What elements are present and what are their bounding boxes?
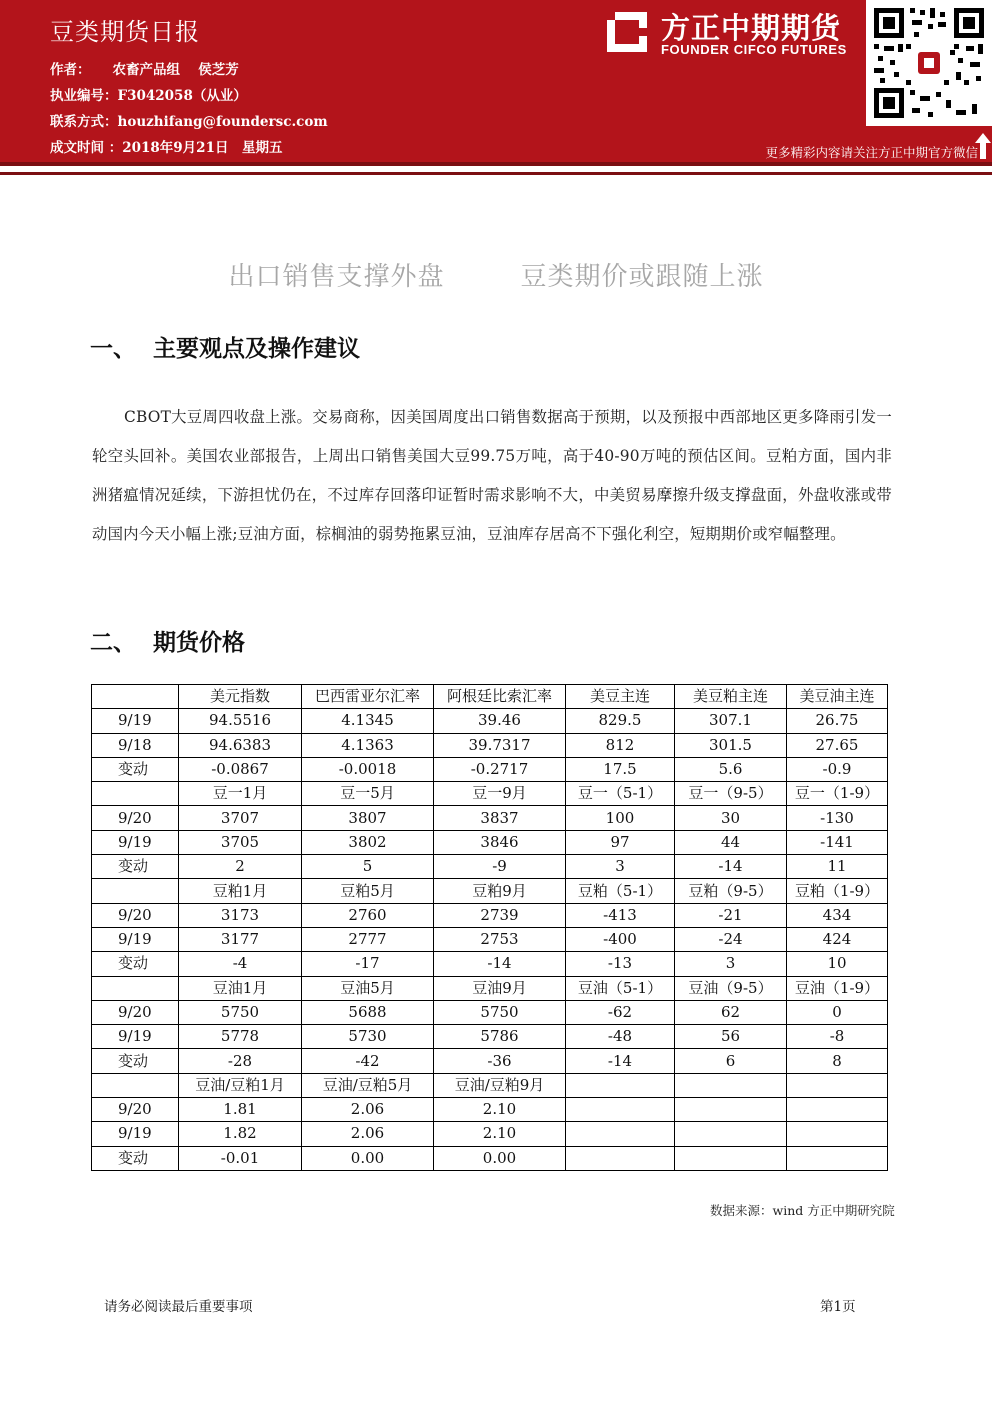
table-row <box>92 1146 888 1170</box>
table-row <box>92 830 888 854</box>
table-cell: 豆油5月 <box>302 976 434 1000</box>
table-cell: 0.00 <box>434 1146 566 1170</box>
table-cell: 豆油9月 <box>434 976 566 1000</box>
table-cell: 豆粕（9-5） <box>675 879 787 903</box>
table-header-row <box>92 685 888 709</box>
data-source-note: 数据来源：wind 方正中期研究院 <box>710 1203 895 1218</box>
table-cell <box>566 1122 675 1146</box>
table-cell <box>787 1098 888 1122</box>
contact-row <box>50 110 328 130</box>
date-label: 成文时间 ： <box>50 140 123 156</box>
table-row-label: 变动 <box>92 757 179 781</box>
table-cell: -24 <box>675 927 787 951</box>
table-cell: 豆一（5-1） <box>566 782 675 806</box>
table-row <box>92 1000 888 1024</box>
section-1-number: 一、 <box>90 336 136 362</box>
table-row-label <box>92 976 179 1000</box>
table-row <box>92 709 888 733</box>
table-cell: 0 <box>787 1000 888 1024</box>
table-cell: 56 <box>675 1025 787 1049</box>
table-cell: 1.82 <box>179 1122 302 1146</box>
logo-en-text: FOUNDER CIFCO FUTURES <box>661 42 847 57</box>
futures-price-table <box>91 684 888 1171</box>
report-main-title <box>0 256 992 293</box>
table-cell: 2760 <box>302 903 434 927</box>
section-2-title: 期货价格 <box>153 630 245 656</box>
table-cell <box>675 1098 787 1122</box>
table-cell: 94.6383 <box>179 733 302 757</box>
table-row <box>92 879 888 903</box>
table-cell: 美豆油主连 <box>787 685 888 709</box>
table-cell <box>566 1098 675 1122</box>
table-cell: 4.1345 <box>302 709 434 733</box>
license-row <box>50 84 247 104</box>
table-cell: 3705 <box>179 830 302 854</box>
table-row-label <box>92 879 179 903</box>
header-divider <box>0 162 992 166</box>
table-row-label: 9/20 <box>92 903 179 927</box>
table-cell: 829.5 <box>566 709 675 733</box>
table-cell: 0.00 <box>302 1146 434 1170</box>
table-cell: 3173 <box>179 903 302 927</box>
table-cell: -36 <box>434 1049 566 1073</box>
table-row-label: 9/19 <box>92 709 179 733</box>
table-cell: 39.46 <box>434 709 566 733</box>
table-cell: 阿根廷比索汇率 <box>434 685 566 709</box>
table-cell: 5786 <box>434 1025 566 1049</box>
table-cell: 2.06 <box>302 1098 434 1122</box>
company-logo <box>603 6 863 66</box>
table-row-label <box>92 685 179 709</box>
table-cell: 5688 <box>302 1000 434 1024</box>
table-row <box>92 757 888 781</box>
table-cell: 豆粕（1-9） <box>787 879 888 903</box>
table-row <box>92 1073 888 1097</box>
table-row <box>92 1098 888 1122</box>
table-cell: -4 <box>179 952 302 976</box>
author-value: 农畜产品组 侯芝芳 <box>112 62 239 78</box>
author-row <box>50 58 239 78</box>
table-cell: 美豆粕主连 <box>675 685 787 709</box>
table-cell: 97 <box>566 830 675 854</box>
table-cell <box>675 1146 787 1170</box>
table-row <box>92 976 888 1000</box>
table-cell <box>566 1073 675 1097</box>
table-cell: -0.0018 <box>302 757 434 781</box>
table-cell: 10 <box>787 952 888 976</box>
table-cell <box>675 1073 787 1097</box>
table-cell: 812 <box>566 733 675 757</box>
table-cell: -14 <box>566 1049 675 1073</box>
table-cell: 豆油（5-1） <box>566 976 675 1000</box>
table-row-label: 9/18 <box>92 733 179 757</box>
section-1-heading <box>90 330 360 363</box>
table-cell: -28 <box>179 1049 302 1073</box>
table-cell: -42 <box>302 1049 434 1073</box>
table-cell: 豆粕1月 <box>179 879 302 903</box>
table-cell: 424 <box>787 927 888 951</box>
table-cell: 94.5516 <box>179 709 302 733</box>
market-view-paragraph: CBOT大豆周四收盘上涨。交易商称，因美国周度出口销售数据高于预期，以及预报中西部地区更多降雨引发一轮空头回补。美国农业部报告，上周出口销售美国大豆99.75万吨，高于40-90万吨的预估区间。豆粕方面，国内非洲猪瘟情况延续，下游担忧仍在，不过库存回落印证暂时需求影响不大，中美贸易摩擦升级支撑盘面，外盘收涨或带动国内今天小幅上涨;豆油方面，棕榈油的弱势拖累豆油，豆油库存居高不下强化利空，短期期价或窄幅整理。 <box>92 408 892 543</box>
table-cell: 1.81 <box>179 1098 302 1122</box>
up-arrow-icon <box>974 132 992 160</box>
footer-notice: 请务必阅读最后重要事项 <box>104 1299 253 1315</box>
date-value: 2018年9月21日 星期五 <box>122 140 283 156</box>
table-row <box>92 1122 888 1146</box>
table-cell: 100 <box>566 806 675 830</box>
table-cell: -17 <box>302 952 434 976</box>
table-cell: 巴西雷亚尔汇率 <box>302 685 434 709</box>
license-label: 执业编号： <box>50 88 118 104</box>
table-cell: 4.1363 <box>302 733 434 757</box>
table-cell: 301.5 <box>675 733 787 757</box>
logo-mark-icon <box>603 8 651 56</box>
author-label: 作者： <box>50 62 91 78</box>
table-cell: -14 <box>434 952 566 976</box>
table-cell: 豆油/豆粕9月 <box>434 1073 566 1097</box>
table-cell: 美元指数 <box>179 685 302 709</box>
table-cell: 2 <box>179 855 302 879</box>
table-cell: 30 <box>675 806 787 830</box>
table-cell <box>787 1122 888 1146</box>
table-cell: 5 <box>302 855 434 879</box>
table-cell <box>566 1146 675 1170</box>
table-row <box>92 1025 888 1049</box>
table-cell: -0.2717 <box>434 757 566 781</box>
table-row-label: 变动 <box>92 855 179 879</box>
table-cell: 5778 <box>179 1025 302 1049</box>
table-row <box>92 903 888 927</box>
table-cell: 豆一（9-5） <box>675 782 787 806</box>
table-cell: 3807 <box>302 806 434 830</box>
table-cell <box>787 1073 888 1097</box>
date-row <box>50 136 282 156</box>
table-cell: 2753 <box>434 927 566 951</box>
table-cell: -13 <box>566 952 675 976</box>
table-cell: 豆粕（5-1） <box>566 879 675 903</box>
wechat-qr-code[interactable] <box>866 0 992 126</box>
qr-code-icon <box>866 0 992 126</box>
table-row-label <box>92 782 179 806</box>
table-cell: -62 <box>566 1000 675 1024</box>
table-cell: 8 <box>787 1049 888 1073</box>
table-row-label: 变动 <box>92 952 179 976</box>
table-cell: -14 <box>675 855 787 879</box>
table-cell: -0.0867 <box>179 757 302 781</box>
table-cell: 2.10 <box>434 1098 566 1122</box>
table-cell: 307.1 <box>675 709 787 733</box>
table-cell: -400 <box>566 927 675 951</box>
title-part-2: 豆类期价或跟随上涨 <box>520 262 764 292</box>
title-part-1: 出口销售支撑外盘 <box>228 262 445 292</box>
table-row-label: 9/19 <box>92 927 179 951</box>
table-cell: 豆粕5月 <box>302 879 434 903</box>
table-row <box>92 952 888 976</box>
contact-label: 联系方式： <box>50 114 118 130</box>
table-cell: 3846 <box>434 830 566 854</box>
table-cell: 3802 <box>302 830 434 854</box>
table-row <box>92 733 888 757</box>
table-cell: 26.75 <box>787 709 888 733</box>
table-cell: 2.06 <box>302 1122 434 1146</box>
table-cell: -21 <box>675 903 787 927</box>
table-cell: 豆一5月 <box>302 782 434 806</box>
table-cell: 3177 <box>179 927 302 951</box>
table-cell: -8 <box>787 1025 888 1049</box>
table-cell: 44 <box>675 830 787 854</box>
page-number: 第1页 <box>820 1299 856 1315</box>
table-row-label: 变动 <box>92 1146 179 1170</box>
table-row <box>92 855 888 879</box>
table-cell: 17.5 <box>566 757 675 781</box>
table-cell: -413 <box>566 903 675 927</box>
table-cell: 2777 <box>302 927 434 951</box>
report-title: 豆类期货日报 <box>50 18 200 46</box>
table-cell: 3837 <box>434 806 566 830</box>
table-cell: -130 <box>787 806 888 830</box>
table-cell: 5730 <box>302 1025 434 1049</box>
table-cell: 豆油1月 <box>179 976 302 1000</box>
table-row-label: 9/19 <box>92 830 179 854</box>
table-cell: 5.6 <box>675 757 787 781</box>
table-row <box>92 806 888 830</box>
table-row-label: 9/20 <box>92 1000 179 1024</box>
table-cell: 3707 <box>179 806 302 830</box>
table-cell: 5750 <box>434 1000 566 1024</box>
table-row <box>92 927 888 951</box>
table-cell: 3 <box>566 855 675 879</box>
table-cell: 豆一9月 <box>434 782 566 806</box>
table-cell: 豆粕9月 <box>434 879 566 903</box>
table-row-label: 9/20 <box>92 806 179 830</box>
logo-cn-text: 方正中期期货 <box>661 11 842 45</box>
table-cell: -9 <box>434 855 566 879</box>
section-2-heading <box>90 624 245 657</box>
table-cell: 6 <box>675 1049 787 1073</box>
table-cell: 豆一（1-9） <box>787 782 888 806</box>
table-cell: -48 <box>566 1025 675 1049</box>
table-cell: 5750 <box>179 1000 302 1024</box>
table-row-label: 9/19 <box>92 1025 179 1049</box>
license-value: F3042058（从业） <box>117 88 247 104</box>
table-row-label: 9/20 <box>92 1098 179 1122</box>
table-cell: 27.65 <box>787 733 888 757</box>
contact-value[interactable]: houzhifang@foundersc.com <box>117 114 328 130</box>
table-row-label <box>92 1073 179 1097</box>
table-cell: -0.01 <box>179 1146 302 1170</box>
table-cell: 3 <box>675 952 787 976</box>
report-header <box>0 0 992 162</box>
table-row-label: 9/19 <box>92 1122 179 1146</box>
table-cell: 2739 <box>434 903 566 927</box>
table-cell: 2.10 <box>434 1122 566 1146</box>
header-divider-thin <box>0 172 992 175</box>
table-cell <box>675 1122 787 1146</box>
table-cell: 豆油/豆粕1月 <box>179 1073 302 1097</box>
table-cell: 11 <box>787 855 888 879</box>
table-cell: 美豆主连 <box>566 685 675 709</box>
table-cell: 434 <box>787 903 888 927</box>
table-cell: 62 <box>675 1000 787 1024</box>
table-row <box>92 1049 888 1073</box>
table-cell: 豆一1月 <box>179 782 302 806</box>
table-cell: 豆油（9-5） <box>675 976 787 1000</box>
table-cell: 豆油（1-9） <box>787 976 888 1000</box>
table-row <box>92 782 888 806</box>
table-cell: 39.7317 <box>434 733 566 757</box>
follow-wechat-text: 更多精彩内容请关注方正中期官方微信 <box>765 145 978 160</box>
table-cell: 豆油/豆粕5月 <box>302 1073 434 1097</box>
table-row-label: 变动 <box>92 1049 179 1073</box>
section-2-number: 二、 <box>90 630 136 656</box>
section-1-title: 主要观点及操作建议 <box>153 336 360 362</box>
table-cell <box>787 1146 888 1170</box>
table-cell: -0.9 <box>787 757 888 781</box>
table-cell: -141 <box>787 830 888 854</box>
